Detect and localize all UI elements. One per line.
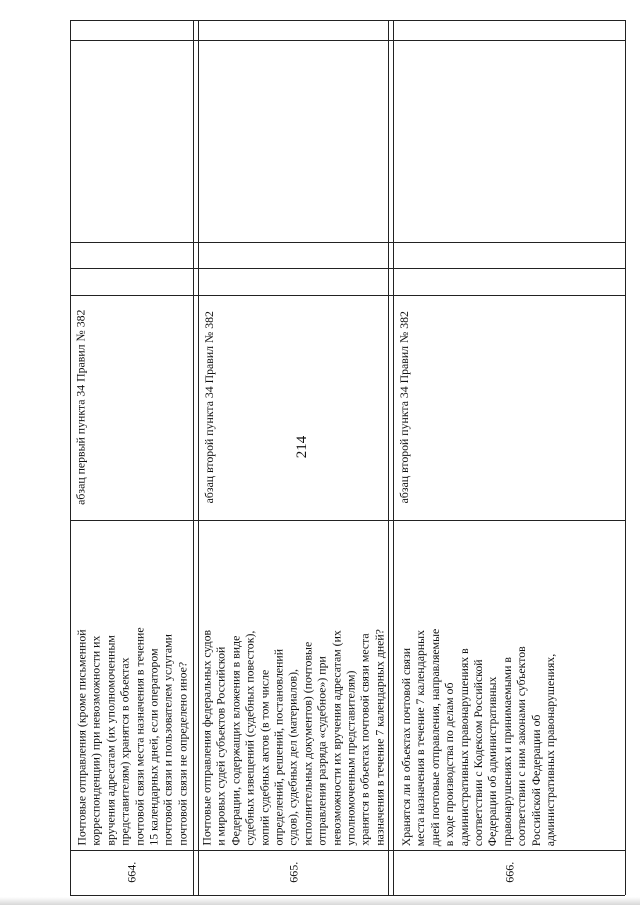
description-line: дней почтовые отправления, направляемые: [427, 628, 442, 846]
description-line: и мировых судей субъектов Российской: [213, 647, 228, 846]
checklist-table: [70, 20, 625, 895]
description-line: копий судебных актов (в том числе: [256, 670, 271, 846]
description-line: корреспонденции) при невозможности их: [88, 636, 103, 846]
row-reference: абзац первый пункта 34 Правил № 382: [73, 309, 88, 506]
description-line: судов), судебных дел (материалов),: [285, 669, 300, 846]
description-line: невозможности их вручения адресатам (их: [329, 630, 344, 846]
description-line: вручения адресатам (их уполномоченным: [102, 635, 117, 846]
description-line: Почтовые отправления (кроме письменной: [73, 629, 88, 846]
description-line: хранятся в объектах почтовой связи места: [357, 633, 372, 846]
description-line: Почтовые отправления федеральных судов: [199, 630, 214, 846]
description-line: почтовой связи и пользователем услугами: [160, 634, 175, 846]
description-line: административных правонарушениях,: [542, 653, 557, 846]
description-line: представителям) хранятся в объектах: [117, 657, 132, 846]
description-line: определений, решений, постановлений: [271, 649, 286, 846]
table-row-665-description-cell: [198, 520, 388, 850]
description-line: Федерации, содержащих вложения в виде: [228, 636, 243, 846]
page-number: 214: [294, 435, 310, 459]
table-row-664-number-cell: [70, 850, 193, 895]
table-row-665-reference-cell: [198, 295, 388, 520]
description-line: Хранятся ли в объектах почтовой связи: [398, 647, 413, 846]
description-line: почтовой связи места назначения в течение: [131, 627, 146, 846]
table-row-666-description-cell: [393, 520, 625, 850]
description-line: Российской Федерации об: [528, 714, 543, 846]
description-line: уполномоченным представителям): [343, 670, 358, 846]
table-row-664-description-cell: [70, 520, 193, 850]
description-line: 15 календарных дней, если оператором: [145, 648, 160, 846]
description-line: места назначения в течение 7 календарных: [413, 629, 428, 846]
description-line: Федерации об административных: [485, 676, 500, 846]
table-line: [70, 895, 625, 896]
row-number: 665.: [285, 862, 300, 883]
row-number: 664.: [124, 862, 139, 883]
table-line: [388, 20, 389, 895]
table-row-666-number-cell: [393, 850, 625, 895]
description-line: назначения в течение 7 календарных дней?: [372, 629, 387, 846]
table-line: [70, 40, 625, 41]
table-line: [625, 20, 626, 895]
table-line: [193, 20, 194, 895]
scan-bottom-edge: [0, 897, 640, 905]
table-row-666-reference-cell: [393, 295, 625, 520]
row-reference: абзац второй пункта 34 Правил № 382: [201, 311, 216, 504]
description-line: исполнительных документов) (почтовые: [300, 642, 315, 846]
row-reference: абзац второй пункта 34 Правил № 382: [396, 311, 411, 504]
row-description: [399, 524, 557, 846]
description-line: правонарушениях и принимаемыми в: [499, 656, 514, 846]
description-line: в ходе производства по делам об: [441, 682, 456, 846]
row-description: [199, 524, 386, 846]
description-line: почтовой связи не определено иное?: [174, 662, 189, 846]
table-line: [70, 268, 625, 269]
table-line: [70, 242, 625, 243]
description-line: соответствии с ним законами субъектов: [514, 646, 529, 846]
table-row-664-reference-cell: [70, 295, 193, 520]
description-line: административных правонарушениях в: [456, 648, 471, 846]
row-description: [74, 524, 189, 846]
row-number: 666.: [501, 862, 516, 883]
description-line: отправления разряда «судебное») при: [314, 656, 329, 846]
description-line: судебных извещений (судебных повесток),: [242, 631, 257, 846]
table-row-665-number-cell: [198, 850, 388, 895]
table-line: [70, 20, 625, 21]
description-line: соответствии с Кодексом Российской: [470, 659, 485, 846]
